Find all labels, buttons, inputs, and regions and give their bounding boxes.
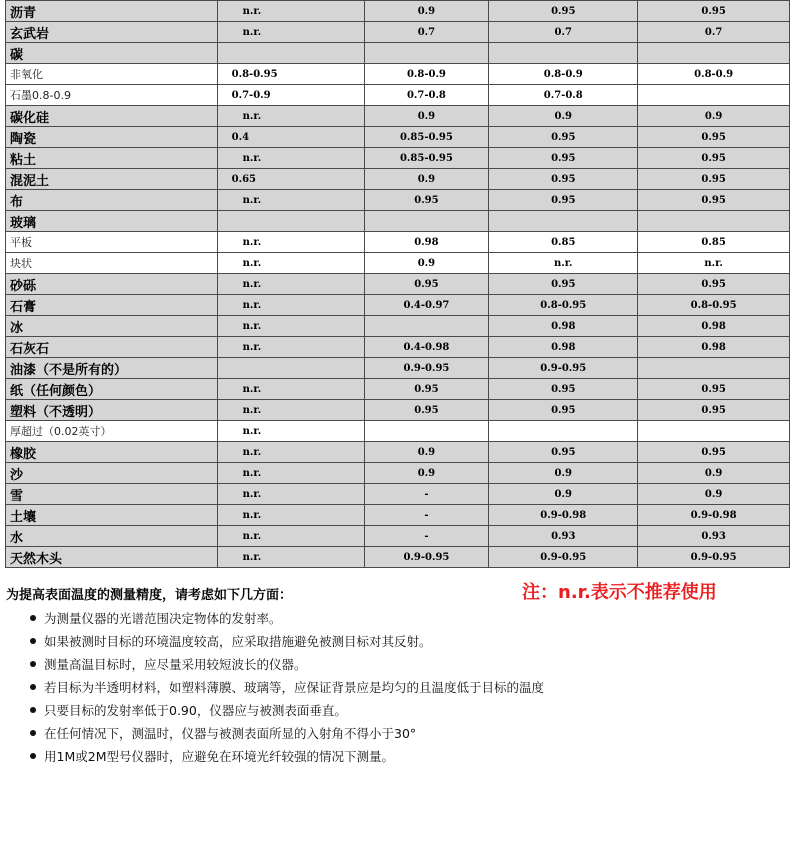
emissivity-value: 0.85-0.95 [364,148,489,169]
tip-text: 如果被测时目标的环境温度较高，应采取措施避免被测目标对其反射。 [44,634,432,649]
material-name: 石膏 [6,295,218,316]
emissivity-value: 0.9 [364,106,489,127]
emissivity-value: 0.95 [638,379,790,400]
table-row [6,337,790,358]
material-name: 土壤 [6,505,218,526]
tip-text: 测量高温目标时，应尽量采用较短波长的仪器。 [44,657,307,672]
bullet-icon [30,753,36,759]
emissivity-value: 0.95 [489,148,638,169]
emissivity-value: 0.98 [638,337,790,358]
tip-text: 若目标为半透明材料，如塑料薄膜、玻璃等，应保证背景应是均匀的且温度低于目标的温度 [44,680,545,695]
emissivity-value: n.r. [217,295,364,316]
table-row [6,547,790,568]
emissivity-value: 0.98 [364,232,489,253]
table-row [6,106,790,127]
emissivity-value: 0.95 [489,379,638,400]
emissivity-value: n.r. [217,484,364,505]
tips-list [28,610,544,771]
emissivity-table [5,0,790,568]
emissivity-value: n.r. [217,400,364,421]
table-row [6,295,790,316]
material-name: 石灰石 [6,337,218,358]
emissivity-value: 0.8-0.9 [489,64,638,85]
emissivity-value [489,421,638,442]
material-name: 粘土 [6,148,218,169]
emissivity-value: 0.9 [489,106,638,127]
emissivity-value: n.r. [217,106,364,127]
emissivity-value: 0.7-0.8 [364,85,489,106]
emissivity-value: 0.85 [638,232,790,253]
emissivity-value [489,43,638,64]
emissivity-value: 0.8-0.95 [217,64,364,85]
emissivity-value: 0.93 [638,526,790,547]
emissivity-value: n.r. [217,148,364,169]
table-row [6,253,790,274]
material-name: 天然木头 [6,547,218,568]
emissivity-value [364,211,489,232]
emissivity-value: - [364,505,489,526]
emissivity-value: 0.9 [638,463,790,484]
tip-item [28,725,544,748]
material-name: 平板 [6,232,218,253]
emissivity-value: n.r. [217,337,364,358]
emissivity-value: 0.9 [489,463,638,484]
table-row [6,127,790,148]
emissivity-value: n.r. [217,232,364,253]
table-row [6,232,790,253]
emissivity-value: n.r. [217,379,364,400]
material-name: 油漆（不是所有的） [6,358,218,379]
material-name: 玄武岩 [6,22,218,43]
material-name: 厚超过（0.02英寸） [6,421,218,442]
emissivity-value: 0.95 [364,274,489,295]
emissivity-value [638,358,790,379]
material-name: 石墨0.8-0.9 [6,85,218,106]
emissivity-value: 0.93 [489,526,638,547]
emissivity-value: 0.9-0.95 [364,358,489,379]
emissivity-value: 0.9 [364,169,489,190]
table-row [6,43,790,64]
material-name: 沙 [6,463,218,484]
emissivity-value: 0.95 [489,442,638,463]
material-name: 玻璃 [6,211,218,232]
table-row [6,421,790,442]
material-name: 塑料（不透明） [6,400,218,421]
emissivity-value: 0.98 [489,316,638,337]
emissivity-value [217,43,364,64]
material-name: 水 [6,526,218,547]
nr-note: 注：n.r.表示不推荐使用 [522,582,717,603]
material-name: 橡胶 [6,442,218,463]
table-row [6,190,790,211]
emissivity-value: n.r. [489,253,638,274]
emissivity-value: 0.95 [489,274,638,295]
emissivity-value: n.r. [217,274,364,295]
emissivity-value: 0.98 [638,316,790,337]
emissivity-value: 0.4-0.97 [364,295,489,316]
emissivity-value: n.r. [217,463,364,484]
tip-item [28,702,544,725]
table-row [6,274,790,295]
emissivity-value: 0.7-0.9 [217,85,364,106]
emissivity-value [364,43,489,64]
emissivity-value: 0.95 [638,190,790,211]
material-name: 砂砾 [6,274,218,295]
emissivity-value: 0.98 [489,337,638,358]
material-name: 沥青 [6,1,218,22]
emissivity-value [217,358,364,379]
emissivity-value: n.r. [217,190,364,211]
emissivity-value: 0.7 [489,22,638,43]
emissivity-value: 0.95 [638,169,790,190]
emissivity-value: n.r. [217,253,364,274]
emissivity-value [638,421,790,442]
bullet-icon [30,638,36,644]
emissivity-value: 0.95 [364,190,489,211]
tip-item [28,748,544,771]
tip-text: 为测量仪器的光谱范围决定物体的发射率。 [44,611,282,626]
emissivity-value: 0.95 [638,400,790,421]
emissivity-value: n.r. [638,253,790,274]
emissivity-value: 0.85 [489,232,638,253]
emissivity-value: 0.95 [638,127,790,148]
material-name: 碳 [6,43,218,64]
table-row [6,1,790,22]
table-row [6,316,790,337]
tip-item [28,679,544,702]
table-row [6,463,790,484]
bullet-icon [30,661,36,667]
bullet-icon [30,730,36,736]
emissivity-value: 0.9 [364,253,489,274]
bullet-icon [30,684,36,690]
table-row [6,442,790,463]
emissivity-value: - [364,484,489,505]
table-row [6,526,790,547]
emissivity-value [638,211,790,232]
emissivity-value [217,211,364,232]
emissivity-value: 0.95 [489,1,638,22]
emissivity-value: 0.9 [489,484,638,505]
material-name: 混泥土 [6,169,218,190]
table-row [6,379,790,400]
emissivity-value: 0.95 [489,169,638,190]
emissivity-value: n.r. [217,1,364,22]
emissivity-value: n.r. [217,526,364,547]
emissivity-value: 0.95 [638,1,790,22]
table-row [6,505,790,526]
emissivity-value: n.r. [217,22,364,43]
emissivity-value: 0.9 [364,463,489,484]
emissivity-value [638,85,790,106]
emissivity-value: 0.95 [489,190,638,211]
emissivity-value: 0.8-0.9 [638,64,790,85]
emissivity-value: n.r. [217,316,364,337]
emissivity-value: n.r. [217,505,364,526]
table-row [6,148,790,169]
table-row [6,400,790,421]
emissivity-value [364,316,489,337]
material-name: 布 [6,190,218,211]
table-row [6,484,790,505]
emissivity-value: n.r. [217,442,364,463]
emissivity-value: n.r. [217,547,364,568]
emissivity-value: 0.95 [638,442,790,463]
emissivity-value: 0.9-0.98 [489,505,638,526]
emissivity-value: - [364,526,489,547]
tip-text: 只要目标的发射率低于0.90，仪器应与被测表面垂直。 [44,703,347,718]
table-row [6,358,790,379]
emissivity-value: 0.7 [638,22,790,43]
section-title: 为提高表面温度的测量精度，请考虑如下几方面： [6,588,293,603]
bullet-icon [30,707,36,713]
emissivity-value: 0.9 [638,106,790,127]
emissivity-value: 0.4 [217,127,364,148]
material-name: 雪 [6,484,218,505]
tip-item [28,610,544,633]
tip-text: 在任何情况下，测温时，仪器与被测表面所显的入射角不得小于30° [44,726,417,741]
emissivity-value [638,43,790,64]
emissivity-value: 0.95 [489,400,638,421]
material-name: 非氧化 [6,64,218,85]
emissivity-value: 0.85-0.95 [364,127,489,148]
table-row [6,85,790,106]
emissivity-value: 0.9 [638,484,790,505]
material-name: 纸（任何颜色） [6,379,218,400]
emissivity-value: n.r. [217,421,364,442]
tip-text: 用1M或2M型号仪器时，应避免在环境光纤较强的情况下测量。 [44,749,394,764]
emissivity-value: 0.8-0.95 [638,295,790,316]
emissivity-value: 0.9 [364,442,489,463]
material-name: 冰 [6,316,218,337]
emissivity-value: 0.9-0.95 [489,547,638,568]
material-name: 碳化硅 [6,106,218,127]
emissivity-value: 0.9-0.95 [489,358,638,379]
bullet-icon [30,615,36,621]
emissivity-table-body [6,1,790,568]
emissivity-value: 0.9-0.95 [364,547,489,568]
emissivity-value: 0.9 [364,1,489,22]
table-row [6,22,790,43]
tip-item [28,656,544,679]
emissivity-value: 0.95 [638,148,790,169]
table-row [6,64,790,85]
emissivity-value: 0.8-0.9 [364,64,489,85]
table-row [6,169,790,190]
emissivity-value: 0.8-0.95 [489,295,638,316]
emissivity-value: 0.65 [217,169,364,190]
emissivity-value [489,211,638,232]
material-name: 块状 [6,253,218,274]
emissivity-value: 0.95 [364,379,489,400]
emissivity-value: 0.4-0.98 [364,337,489,358]
emissivity-value: 0.95 [638,274,790,295]
emissivity-value: 0.7-0.8 [489,85,638,106]
emissivity-value: 0.9-0.98 [638,505,790,526]
emissivity-value: 0.7 [364,22,489,43]
emissivity-value: 0.9-0.95 [638,547,790,568]
material-name: 陶瓷 [6,127,218,148]
emissivity-value: 0.95 [489,127,638,148]
tip-item [28,633,544,656]
table-row [6,211,790,232]
emissivity-value: 0.95 [364,400,489,421]
emissivity-value [364,421,489,442]
